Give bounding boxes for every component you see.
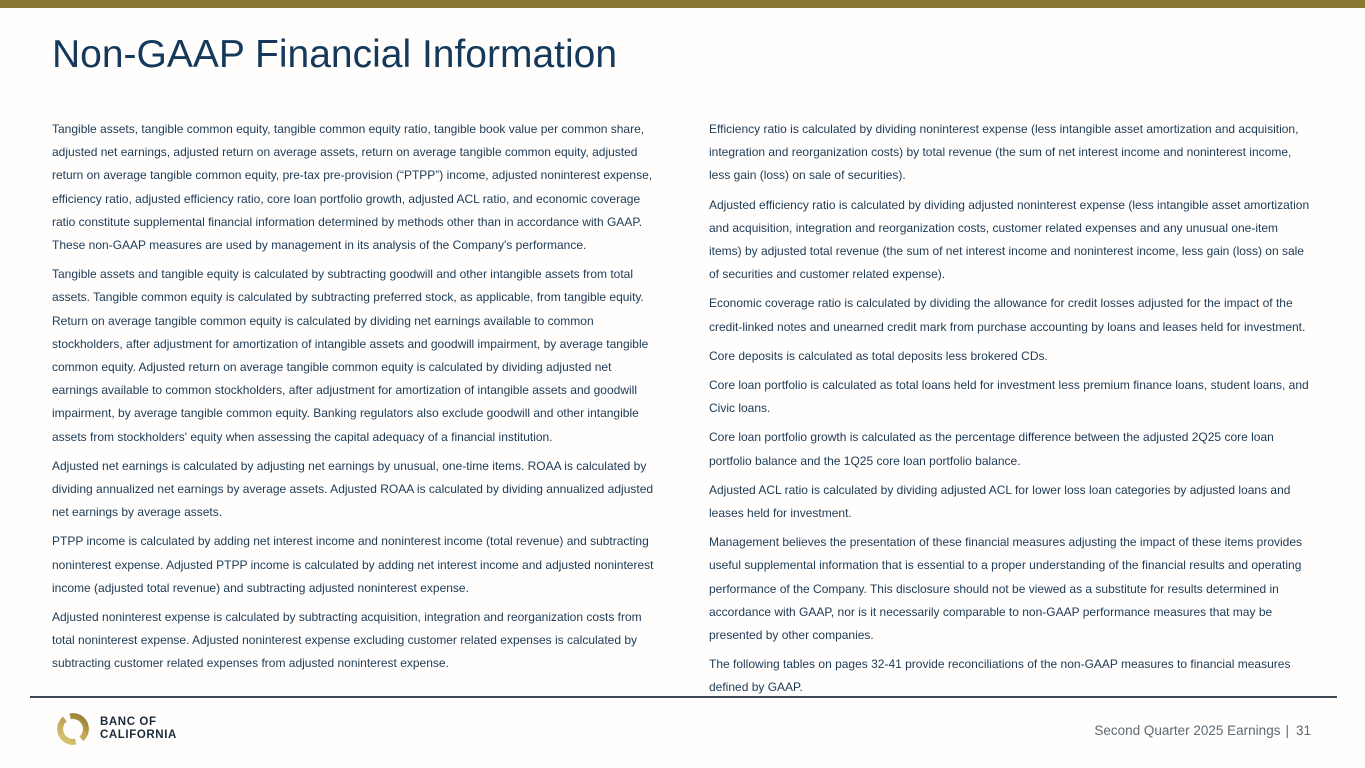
paragraph: Economic coverage ratio is calculated by dividing the allowance for credit losses adjusted for the impact of the credit-linked notes and unearned credit mark from purchase accounting by loans and leases held for investment. [709, 296, 1306, 334]
paragraph: Efficiency ratio is calculated by dividing noninterest expense (less intangible asset amortization and acquisition, integration and reorganization costs) by total revenue (the sum of net interest income and noninterest income, less gain (loss) on sale of securities). [709, 122, 1299, 183]
company-name [100, 716, 177, 743]
paragraph: Adjusted net earnings is calculated by adjusting net earnings by unusual, one-time items. ROAA is calculated by dividing annualized net earnings by average assets. Adjusted ROAA is calculated by dividing annualized adjusted net earnings by average assets. [52, 458, 654, 520]
top-accent-bar [0, 0, 1365, 8]
deck-title: Second Quarter 2025 Earnings [1094, 723, 1281, 738]
paragraph: Core loan portfolio is calculated as total loans held for investment less premium finance loans, student loans, and Civic loans. [709, 378, 1309, 416]
paragraph: PTPP income is calculated by adding net interest income and noninterest income (total revenue) and subtracting noninterest expense. Adjusted PTPP income is calculated by adding net interest income and adjusted noninterest income (adjusted total revenue) and subtracting adjusted noninterest expense. [52, 534, 654, 595]
page-title: Non-GAAP Financial Information [52, 33, 618, 76]
footer-pipe: | [1285, 723, 1289, 738]
company-logo [55, 711, 177, 747]
left-column [52, 118, 655, 706]
paragraph: Adjusted ACL ratio is calculated by dividing adjusted ACL for lower loss loan categories by adjusted loans and leases held for investment. [709, 482, 1291, 521]
company-name-line2: CALIFORNIA [100, 729, 177, 741]
paragraph: Tangible assets, tangible common equity, tangible common equity ratio, tangible book value per common share, adjusted net earnings, adjusted return on average assets, return on average tangible common equity, adjusted return on average tangible common equity, pre-tax pre-provision (“PTPP”) income, adjusted noninterest expense, efficiency ratio, adjusted efficiency ratio, core loan portfolio growth, adjusted ACL ratio, and economic coverage ratio constitute supplemental financial information determined by methods other than in accordance with GAAP. These non-GAAP measures are used by management in its analysis of the Company's performance. [52, 122, 653, 253]
paragraph: The following tables on pages 32-41 provide reconciliations of the non-GAAP measures to financial measures defined by GAAP. [709, 657, 1291, 695]
paragraph: Management believes the presentation of these financial measures adjusting the impact of these items provides useful supplemental information that is essential to a proper understanding of the financial results and operating performance of the Company. This disclosure should not be viewed as a substitute for results determined in accordance with GAAP, nor is it necessarily comparable to non-GAAP performance measures that may be presented by other companies. [709, 535, 1303, 643]
paragraph: Tangible assets and tangible equity is calculated by subtracting goodwill and other intangible assets from total assets. Tangible common equity is calculated by subtracting preferred stock, as applicable, from tangible equity. Return on average tangible common equity is calculated by dividing net earnings available to common stockholders, after adjustment for amortization of intangible assets and goodwill impairment, by average tangible common equity. Adjusted return on average tangible common equity is calculated by dividing adjusted net earnings available to common stockholders, after adjustment for amortization of intangible assets and goodwill impairment, by average tangible common equity. Banking regulators also exclude goodwill and other intangible assets from stockholders' equity when assessing the capital adequacy of a financial institution. [52, 267, 649, 444]
body-columns [52, 118, 1313, 706]
paragraph: Core loan portfolio growth is calculated as the percentage difference between the adjusted 2Q25 core loan portfolio balance and the 1Q25 core loan portfolio balance. [709, 430, 1274, 468]
gold-ring-emblem-icon [55, 711, 91, 747]
paragraph: Adjusted efficiency ratio is calculated by dividing adjusted noninterest expense (less intangible asset amortization and acquisition, integration and reorganization costs, customer related expenses and any unusual one-item items) by adjusted total revenue (the sum of net interest income and noninterest income, less gain (loss) on sale of securities and customer related expense). [709, 197, 1310, 282]
footer-caption [1094, 723, 1311, 738]
paragraph: Core deposits is calculated as total deposits less brokered CDs. [709, 348, 1048, 363]
page-number: 31 [1295, 723, 1311, 738]
footer-divider [30, 696, 1337, 698]
paragraph: Adjusted noninterest expense is calculated by subtracting acquisition, integration and reorganization costs from total noninterest expense. Adjusted noninterest expense excluding customer related expenses is calculated by subtracting customer related expenses from adjusted noninterest expense. [52, 610, 642, 671]
company-name-line1: BANC OF [100, 715, 157, 728]
right-column [709, 118, 1312, 706]
